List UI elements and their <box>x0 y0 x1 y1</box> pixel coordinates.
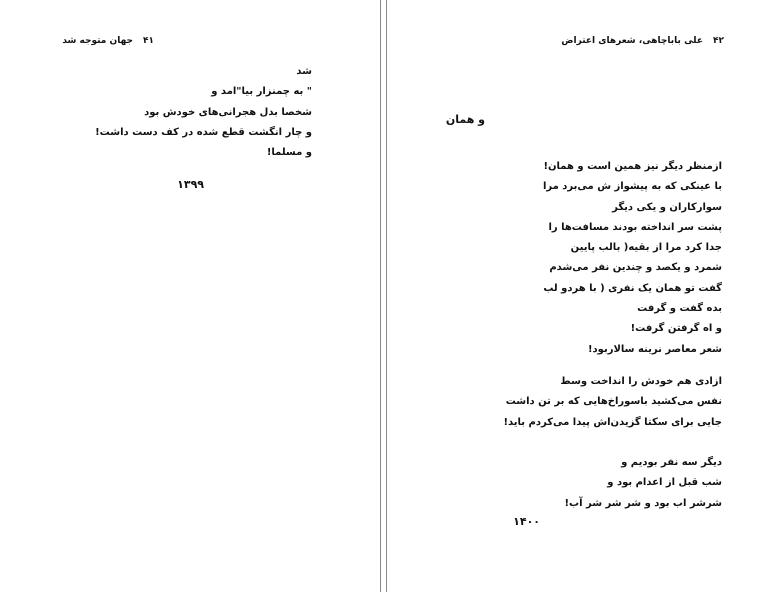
poem-stanza <box>503 372 722 433</box>
poem-line: شد <box>296 66 312 77</box>
poem-line: و اه گرفتن گرفت! <box>630 323 722 335</box>
poem-stanza <box>543 157 722 360</box>
right-page <box>387 0 768 592</box>
poem-text <box>95 62 312 163</box>
poem-line: " به چمنزار بیا"امد و <box>211 86 312 98</box>
poem-year: ۱۴۰۰ <box>513 515 540 528</box>
poem-line: شرشر اب بود و شر شر شر آب! <box>564 497 722 509</box>
poem-line: با عینکی که به پیشواز ش می‌برد مرا <box>542 181 722 193</box>
left-page-header <box>62 36 154 46</box>
page-running-title: جهان متوجه شد <box>62 36 133 46</box>
poem-line: شعر معاصر نرینه سالاربود! <box>587 343 722 355</box>
poem-line: جایی برای سکتا گزیدن‌اش پیدا می‌کردم باید! <box>503 416 722 428</box>
book-gutter <box>380 0 387 592</box>
page-number: ۴۱ <box>143 36 154 46</box>
poem-title: و همان <box>445 113 485 126</box>
poem-line: شخصا بدل هجرانی‌های خودش بود <box>144 106 312 118</box>
poem-line: بده گفت و گرفت <box>637 303 722 315</box>
left-page <box>0 0 380 592</box>
poem-line: پشت سر انداخته بودند مسافت‌ها را <box>548 221 722 233</box>
poem-line: و چار انگشت قطع شده در کف دست داشت! <box>95 126 312 138</box>
poem-line: نفس می‌کشید باسوراخ‌هایی که بر تن داشت <box>505 396 722 408</box>
right-page-header <box>561 36 724 46</box>
poem-stanza <box>564 453 722 514</box>
poem-year: ۱۳۹۹ <box>177 178 204 191</box>
poem-line: ازادی هم خودش را انداخت وسط <box>560 376 722 387</box>
poem-line: دیگر سه نفر بودیم و <box>621 457 722 468</box>
poem-line: و مسلما! <box>266 147 312 159</box>
poem-line: شب قبل از اعدام بود و <box>607 477 722 489</box>
poem-line: شمرد و یکصد و چندین نفر می‌شدم <box>549 262 722 274</box>
poem-line: جدا کرد مرا از بقیه( بالب پایین <box>570 242 722 254</box>
poem-line: ازمنظر دیگر نیز همین است و همان! <box>543 161 722 172</box>
poem-line: گفت تو همان یک نفری ( با هردو لب <box>543 282 722 294</box>
poem-line: سوارکاران و یکی دیگر <box>612 201 722 213</box>
page-running-title: علی باباچاهی، شعرهای اعتراض <box>561 36 703 46</box>
page-number: ۴۲ <box>713 36 724 46</box>
